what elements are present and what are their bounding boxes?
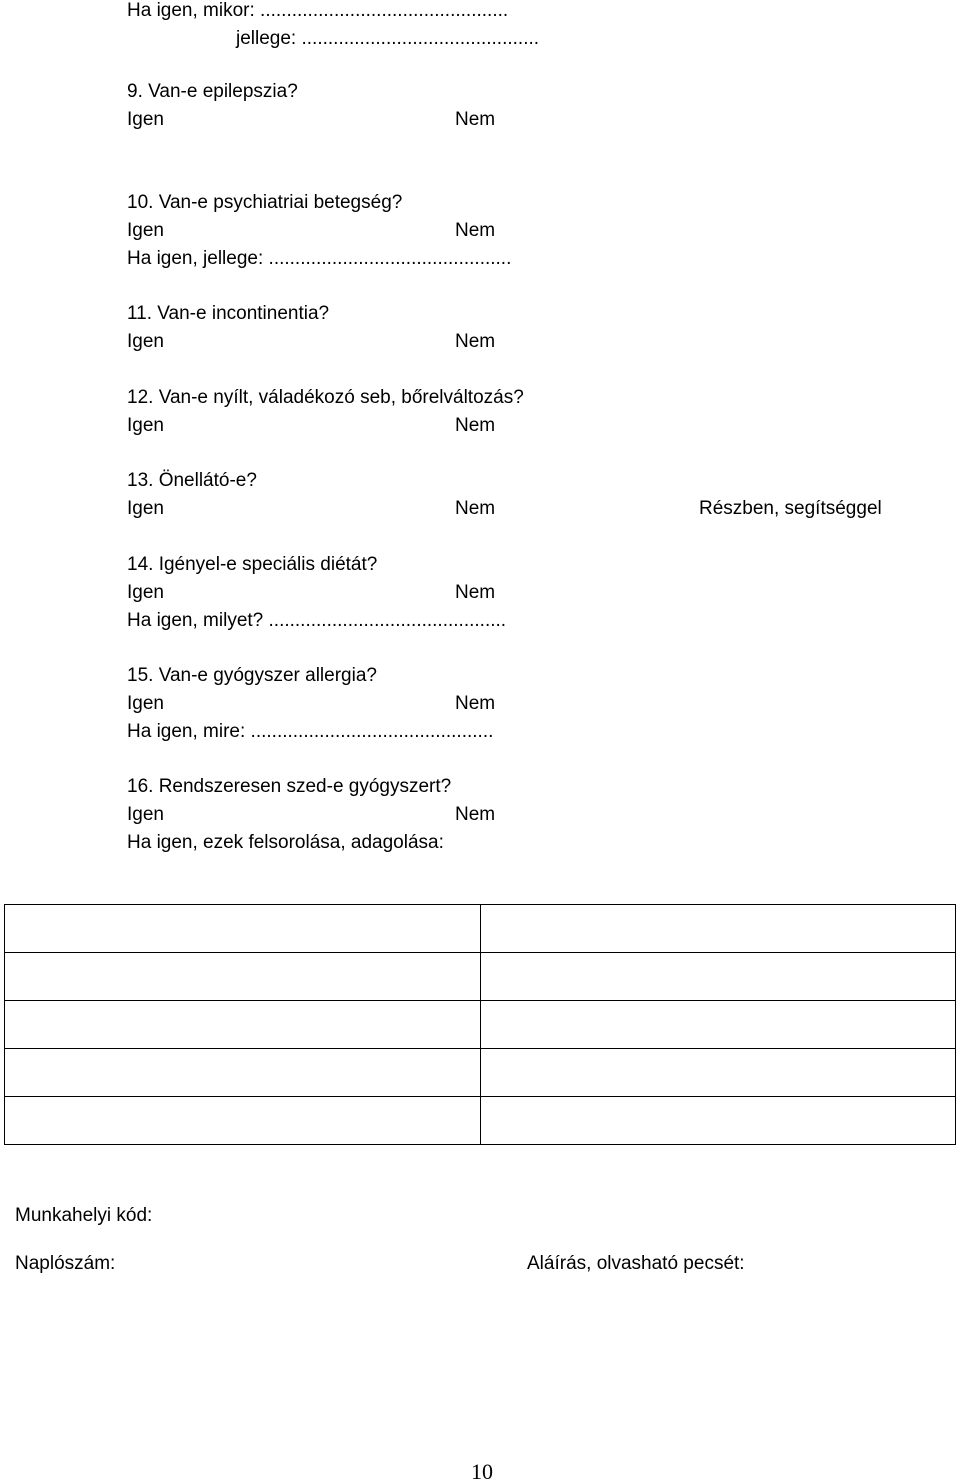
medication-name-cell[interactable]: [5, 953, 481, 1001]
question-16-followup: Ha igen, ezek felsorolása, adagolása:: [127, 832, 444, 853]
question-16-yes-option: Igen: [127, 804, 164, 825]
medication-table-row: [5, 1049, 956, 1097]
question-13: 13. Önellátó-e?: [127, 470, 257, 491]
medication-name-cell[interactable]: [5, 1049, 481, 1097]
medication-dosage-cell[interactable]: [480, 1001, 956, 1049]
question-12-yes-option: Igen: [127, 415, 164, 436]
medication-dosage-cell[interactable]: [480, 1049, 956, 1097]
question-8-date-field: Ha igen, mikor: ...............................................: [127, 0, 509, 21]
question-10: 10. Van-e psychiatriai betegség?: [127, 192, 403, 213]
question-11: 11. Van-e incontinentia?: [127, 303, 330, 324]
question-9-no-option: Nem: [455, 109, 496, 130]
medication-dosage-cell[interactable]: [480, 953, 956, 1001]
medication-table: [4, 904, 956, 1145]
medication-name-cell[interactable]: [5, 1001, 481, 1049]
question-14-no-option: Nem: [455, 582, 496, 603]
question-8-type-field: jellege: .............................................: [236, 28, 540, 49]
question-14: 14. Igényel-e speciális diétát?: [127, 554, 378, 575]
signature-stamp-label: Aláírás, olvasható pecsét:: [527, 1253, 745, 1274]
question-10-yes-option: Igen: [127, 220, 164, 241]
question-16: 16. Rendszeresen szed-e gyógyszert?: [127, 776, 452, 797]
medication-name-cell[interactable]: [5, 905, 481, 953]
medication-table-row: [5, 1001, 956, 1049]
medication-table-row: [5, 953, 956, 1001]
question-15: 15. Van-e gyógyszer allergia?: [127, 665, 377, 686]
medication-dosage-cell[interactable]: [480, 905, 956, 953]
page-number: 10: [471, 1459, 493, 1484]
medication-table-row: [5, 905, 956, 953]
medication-dosage-cell[interactable]: [480, 1097, 956, 1145]
question-9: 9. Van-e epilepszia?: [127, 81, 298, 102]
question-15-followup: Ha igen, mire: ..............................................: [127, 721, 494, 742]
question-10-no-option: Nem: [455, 220, 496, 241]
question-11-yes-option: Igen: [127, 331, 164, 352]
question-14-followup: Ha igen, milyet? .............................................: [127, 610, 507, 631]
question-15-no-option: Nem: [455, 693, 496, 714]
workplace-code-label: Munkahelyi kód:: [15, 1205, 153, 1226]
log-number-label: Naplószám:: [15, 1253, 116, 1274]
question-13-no-option: Nem: [455, 498, 496, 519]
question-10-followup: Ha igen, jellege: ..............................................: [127, 248, 512, 269]
question-15-yes-option: Igen: [127, 693, 164, 714]
question-9-yes-option: Igen: [127, 109, 164, 130]
question-14-yes-option: Igen: [127, 582, 164, 603]
medication-table-row: [5, 1097, 956, 1145]
question-13-partial-option: Részben, segítséggel: [699, 498, 882, 519]
question-11-no-option: Nem: [455, 331, 496, 352]
question-12: 12. Van-e nyílt, váladékozó seb, bőrelváltozás?: [127, 387, 524, 408]
medication-name-cell[interactable]: [5, 1097, 481, 1145]
question-13-yes-option: Igen: [127, 498, 164, 519]
question-16-no-option: Nem: [455, 804, 496, 825]
medication-table-body: [5, 905, 956, 1145]
question-12-no-option: Nem: [455, 415, 496, 436]
